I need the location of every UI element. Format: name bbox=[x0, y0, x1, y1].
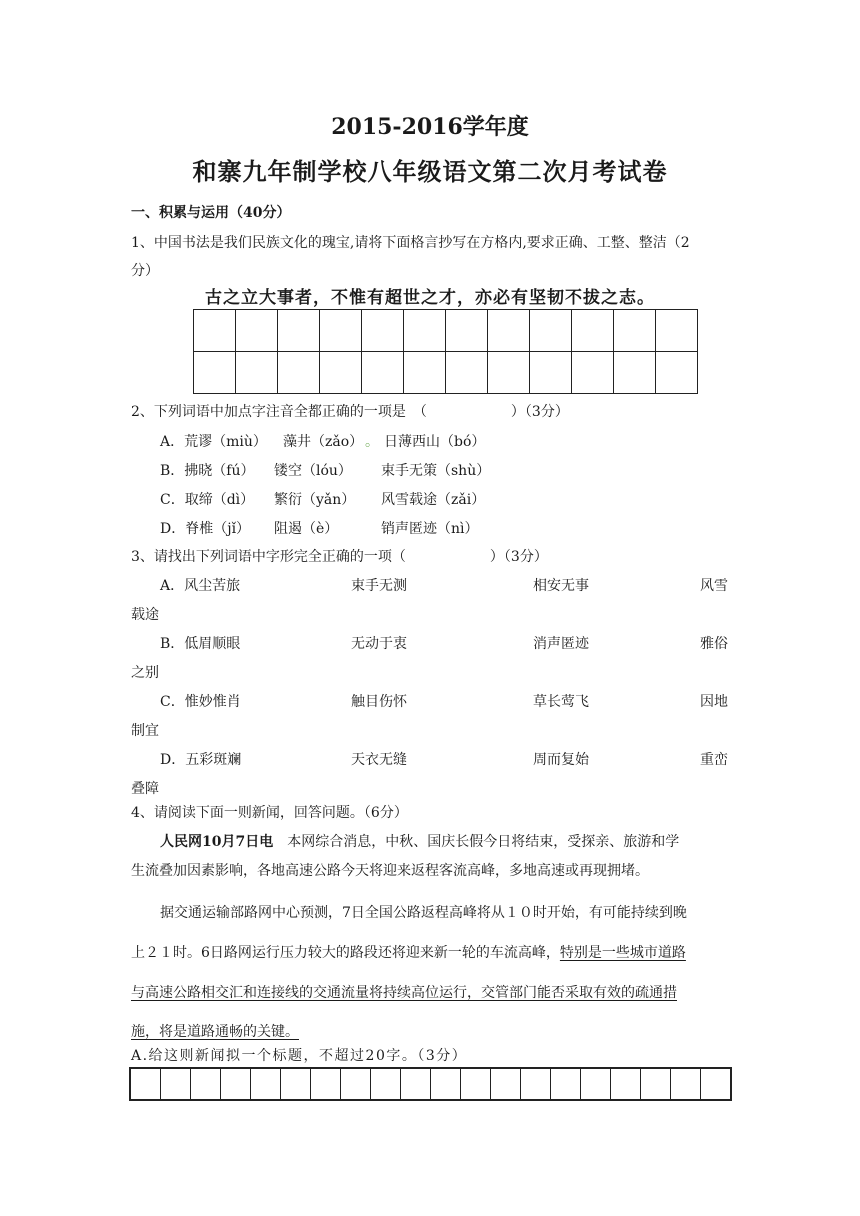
q3-option-a-word4: 风雪 bbox=[700, 578, 728, 594]
q3-option-a-word2: 束手无测 bbox=[351, 578, 407, 594]
writing-cell[interactable] bbox=[281, 1068, 311, 1100]
q3-option-d-word4: 重峦 bbox=[700, 752, 728, 768]
writing-cell[interactable] bbox=[278, 310, 320, 352]
writing-cell[interactable] bbox=[491, 1068, 521, 1100]
q3-option-d-word3: 周而复始 bbox=[533, 752, 589, 768]
writing-cell[interactable] bbox=[311, 1068, 341, 1100]
q3-option-a-word3: 相安无事 bbox=[533, 578, 589, 594]
q3-option-a: A．风尘苦旅 bbox=[160, 578, 241, 594]
writing-cell[interactable] bbox=[320, 310, 362, 352]
writing-cell[interactable] bbox=[236, 310, 278, 352]
q2-stray-mark: 。 bbox=[365, 434, 379, 450]
writing-cell[interactable] bbox=[701, 1068, 732, 1100]
writing-cell[interactable] bbox=[236, 352, 278, 394]
q2-option-c: C．取缔（dì） bbox=[160, 492, 255, 508]
writing-cell[interactable] bbox=[521, 1068, 551, 1100]
writing-cell[interactable] bbox=[656, 352, 698, 394]
writing-cell[interactable] bbox=[488, 310, 530, 352]
writing-cell[interactable] bbox=[194, 310, 236, 352]
writing-cell[interactable] bbox=[614, 352, 656, 394]
q2-option-b: B．拂晓（fú） bbox=[160, 463, 255, 479]
news-underlined-sentence-cont: 与高速公路相交汇和连接线的交通流量将持续高位运行，交管部门能否采取有效的疏通措 bbox=[131, 985, 677, 1001]
writing-cell[interactable] bbox=[371, 1068, 401, 1100]
q2-option-a-word3: 日薄西山（bó） bbox=[384, 434, 486, 450]
q3-option-c-word3: 草长莺飞 bbox=[533, 694, 589, 710]
writing-cell[interactable] bbox=[191, 1068, 221, 1100]
copy-writing-grid[interactable] bbox=[193, 309, 698, 394]
writing-cell[interactable] bbox=[656, 310, 698, 352]
q3-option-d-cont: 叠障 bbox=[131, 781, 159, 797]
q3-option-b-word4: 雅俗 bbox=[700, 636, 728, 652]
writing-cell[interactable] bbox=[431, 1068, 461, 1100]
news-dateline: 人民网10月7日电 bbox=[160, 834, 274, 850]
writing-cell[interactable] bbox=[446, 310, 488, 352]
writing-cell[interactable] bbox=[614, 310, 656, 352]
news-p1-text: 本网综合消息，中秋、国庆长假今日将结束，受探亲、旅游和学 bbox=[273, 834, 680, 850]
q3-option-c-cont: 制宜 bbox=[131, 723, 159, 739]
writing-cell[interactable] bbox=[581, 1068, 611, 1100]
writing-cell[interactable] bbox=[161, 1068, 191, 1100]
q2-option-a-word2: 藻井（zǎo） bbox=[283, 434, 364, 450]
writing-cell[interactable] bbox=[572, 352, 614, 394]
writing-cell[interactable] bbox=[641, 1068, 671, 1100]
q4-sub-a: A.给这则新闻拟一个标题，不超过20字。（3分） bbox=[131, 1048, 468, 1064]
writing-cell[interactable] bbox=[404, 310, 446, 352]
q3-option-c-word4: 因地 bbox=[700, 694, 728, 710]
writing-cell[interactable] bbox=[320, 352, 362, 394]
q3-text: 3、请找出下列词语中字形完全正确的一项（ ）（3分） bbox=[131, 549, 548, 565]
news-underlined-sentence-end: 施，将是道路通畅的关键。 bbox=[131, 1024, 299, 1040]
q2-option-d-word2: 阻遏（è） bbox=[274, 521, 339, 537]
news-paragraph-1 bbox=[160, 832, 679, 852]
writing-cell[interactable] bbox=[572, 310, 614, 352]
news-underlined-sentence: 特别是一些城市道路 bbox=[559, 945, 686, 961]
q3-option-b-word3: 消声匿迹 bbox=[533, 636, 589, 652]
writing-cell[interactable] bbox=[341, 1068, 371, 1100]
writing-cell[interactable] bbox=[611, 1068, 641, 1100]
writing-cell[interactable] bbox=[530, 352, 572, 394]
headline-answer-grid[interactable] bbox=[129, 1067, 732, 1101]
writing-cell[interactable] bbox=[671, 1068, 701, 1100]
q3-option-d: D．五彩斑斓 bbox=[160, 752, 242, 768]
q3-option-b-cont: 之别 bbox=[131, 665, 159, 681]
writing-cell[interactable] bbox=[461, 1068, 491, 1100]
writing-cell[interactable] bbox=[194, 352, 236, 394]
q2-option-a: A．荒谬（miù） bbox=[160, 434, 267, 450]
writing-cell[interactable] bbox=[130, 1068, 161, 1100]
writing-cell[interactable] bbox=[362, 310, 404, 352]
q3-option-d-word2: 天衣无缝 bbox=[351, 752, 407, 768]
writing-cell[interactable] bbox=[251, 1068, 281, 1100]
q2-option-c-word2: 繁衍（yǎn） bbox=[274, 492, 356, 508]
news-p2-line1: 据交通运输部路网中心预测，7日全国公路返程高峰将从１０时开始，有可能持续到晚 bbox=[160, 905, 687, 921]
news-p1-line2: 生流叠加因素影响，各地高速公路今天将迎来返程客流高峰，多地高速或再现拥堵。 bbox=[131, 863, 649, 879]
q2-text: 2、下列词语中加点字注音全都正确的一项是 （ ）（3分） bbox=[131, 404, 569, 420]
q3-option-a-cont: 载途 bbox=[131, 607, 159, 623]
q4-text: 4、请阅读下面一则新闻，回答问题。（6分） bbox=[131, 805, 408, 821]
q2-option-d-word3: 销声匿迹（nì） bbox=[381, 521, 479, 537]
writing-cell[interactable] bbox=[551, 1068, 581, 1100]
q1-text: 1、中国书法是我们民族文化的瑰宝,请将下面格言抄写在方格内,要求正确、工整、整洁（2 bbox=[131, 235, 690, 251]
writing-cell[interactable] bbox=[362, 352, 404, 394]
writing-cell[interactable] bbox=[221, 1068, 251, 1100]
q1-quote: 古之立大事者，不惟有超世之才，亦必有坚韧不拔之志。 bbox=[205, 288, 655, 308]
q3-option-c-word2: 触目伤怀 bbox=[351, 694, 407, 710]
q3-option-c: C．惟妙惟肖 bbox=[160, 694, 241, 710]
news-p2-line2 bbox=[131, 943, 686, 963]
section-heading: 一、积累与运用（40分） bbox=[131, 205, 291, 221]
q3-option-b: B．低眉顺眼 bbox=[160, 636, 241, 652]
writing-cell[interactable] bbox=[530, 310, 572, 352]
exam-title: 和寨九年制学校八年级语文第二次月考试卷 bbox=[192, 157, 668, 186]
q2-option-c-word3: 风雪载途（zǎi） bbox=[381, 492, 486, 508]
q2-option-d: D．脊椎（jǐ） bbox=[160, 521, 251, 537]
writing-cell[interactable] bbox=[446, 352, 488, 394]
q2-option-b-word2: 镂空（lóu） bbox=[274, 463, 352, 479]
q3-option-b-word2: 无动于衷 bbox=[351, 636, 407, 652]
writing-cell[interactable] bbox=[401, 1068, 431, 1100]
writing-cell[interactable] bbox=[278, 352, 320, 394]
news-p2-plain: 上２１时。6日路网运行压力较大的路段还将迎来新一轮的车流高峰， bbox=[131, 945, 560, 961]
q1-text-cont: 分） bbox=[131, 263, 159, 279]
exam-year-title: 2015-2016学年度 bbox=[331, 114, 529, 140]
writing-cell[interactable] bbox=[404, 352, 446, 394]
writing-cell[interactable] bbox=[488, 352, 530, 394]
q2-option-b-word3: 束手无策（shù） bbox=[381, 463, 491, 479]
